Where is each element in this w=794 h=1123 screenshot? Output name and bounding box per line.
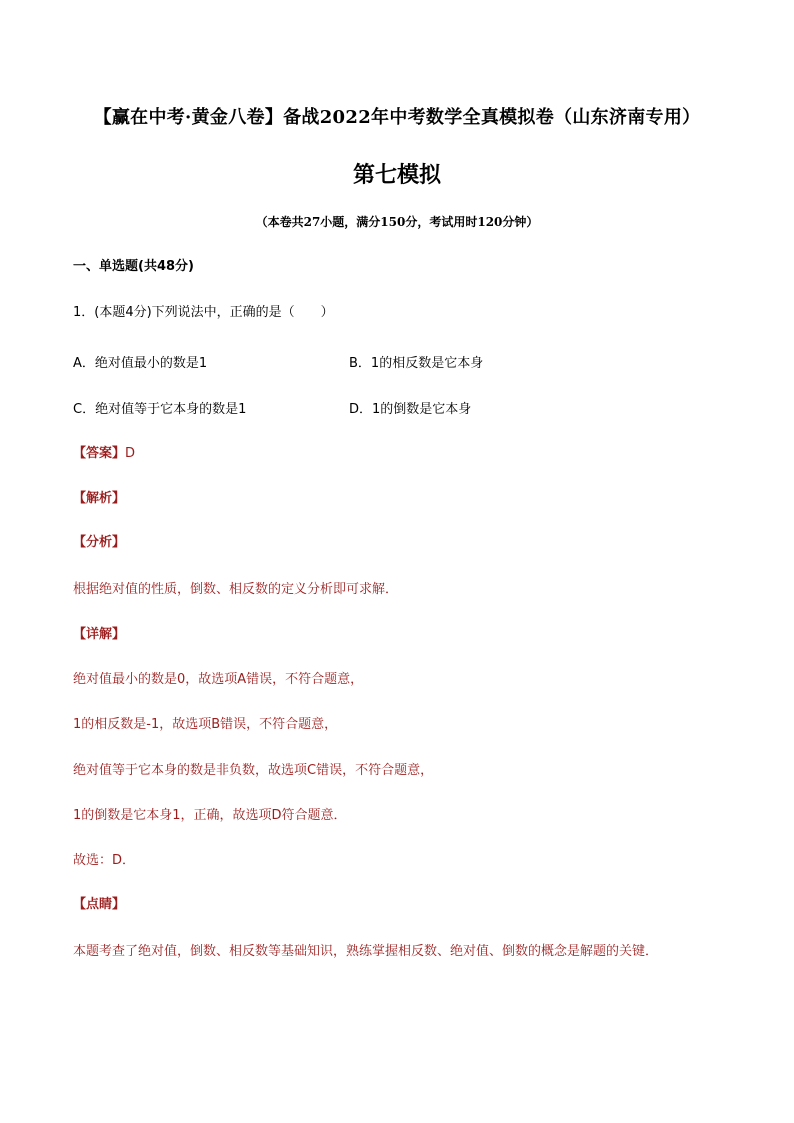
fenxi-label: 【分析】 <box>73 535 126 550</box>
document-title: 【赢在中考·黄金八卷】备战2022年中考数学全真模拟卷（山东济南专用） <box>93 107 701 128</box>
section-heading: 一、单选题(共48分) <box>73 259 194 274</box>
exam-note: （本卷共27小题，满分150分，考试用时120分钟） <box>255 215 539 229</box>
option-c: C．绝对值等于它本身的数是1 <box>73 402 247 417</box>
detail-line-1: 绝对值最小的数是0，故选项A错误，不符合题意， <box>73 672 364 687</box>
detail-line-2: 1的相反数是-1，故选项B错误，不符合题意， <box>73 717 338 732</box>
detail-line-3: 绝对值等于它本身的数是非负数，故选项C错误，不符合题意， <box>73 763 434 778</box>
question-stem: 1．(本题4分)下列说法中，正确的是（ ） <box>73 305 334 320</box>
answer-value: D <box>125 446 136 461</box>
fenxi-text: 根据绝对值的性质，倒数、相反数的定义分析即可求解． <box>73 582 399 597</box>
xiangjie-label: 【详解】 <box>73 627 126 642</box>
document-subtitle: 第七模拟 <box>352 162 441 188</box>
conclusion-line: 故选：D． <box>73 853 136 868</box>
dianjing-text: 本题考查了绝对值，倒数、相反数等基础知识，熟练掌握相反数、绝对值、倒数的概念是解题的关键． <box>73 944 659 959</box>
answer-label: 【答案】 <box>73 446 126 461</box>
detail-line-4: 1的倒数是它本身1，正确，故选项D符合题意． <box>73 808 347 823</box>
option-d: D．1的倒数是它本身 <box>349 402 472 417</box>
jiexi-label: 【解析】 <box>73 491 126 506</box>
answer-line <box>73 442 135 461</box>
dianjing-label: 【点睛】 <box>73 897 126 912</box>
option-b: B．1的相反数是它本身 <box>349 356 484 371</box>
option-a: A．绝对值最小的数是1 <box>73 356 208 371</box>
